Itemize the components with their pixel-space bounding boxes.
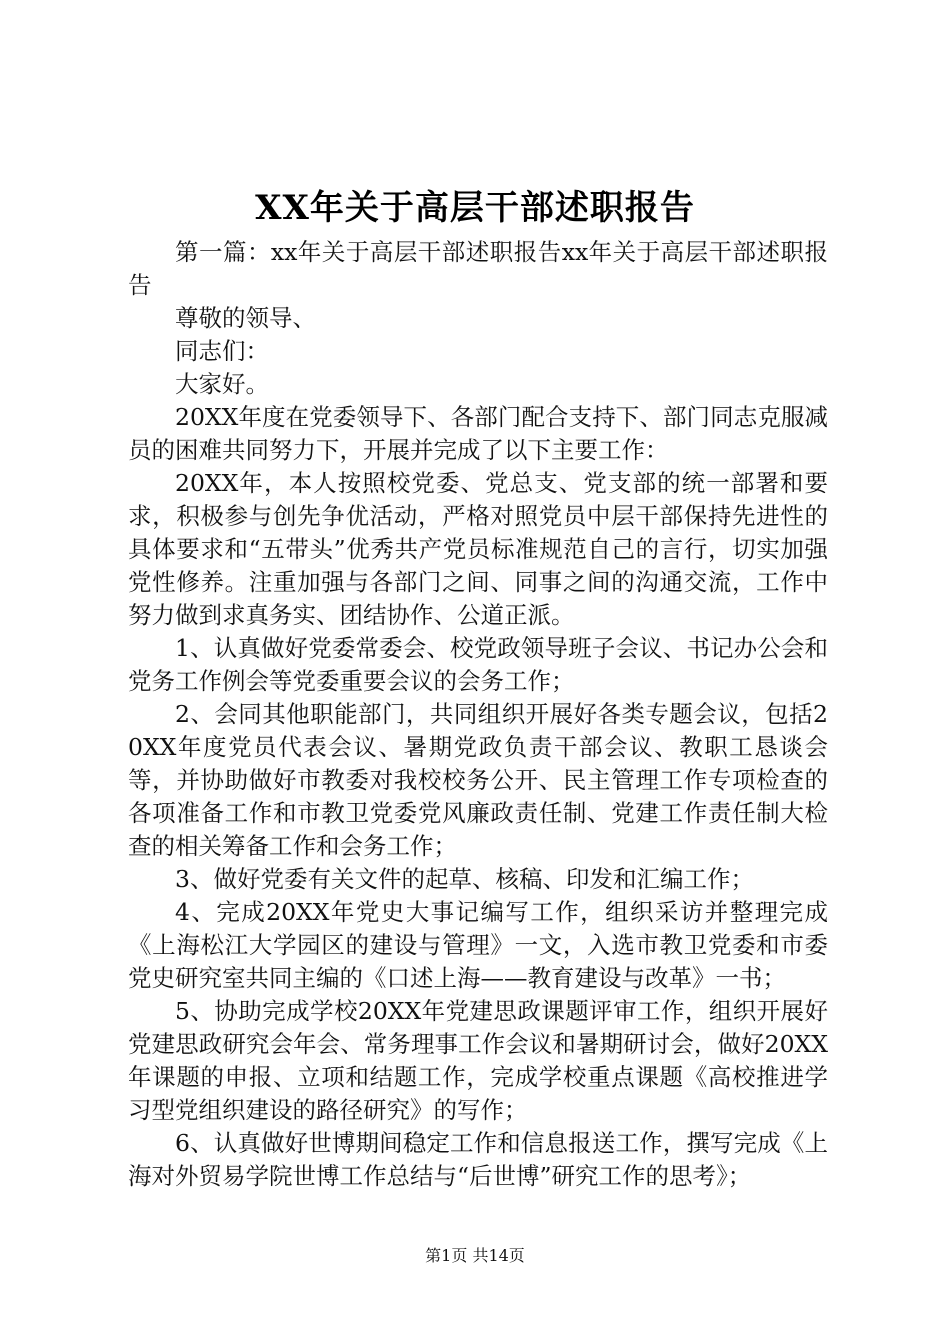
paragraph-item-6: 6、认真做好世博期间稳定工作和信息报送工作，撰写完成《上海对外贸易学院世博工作总结与“后世博”研究工作的思考》；	[128, 1129, 828, 1190]
paragraph-item-3: 3、做好党委有关文件的起草、核稿、印发和汇编工作；	[175, 865, 754, 893]
paragraph-overview: 20XX年，本人按照校党委、党总支、党支部的统一部署和要求，积极参与创先争优活动，严格对照党员中层干部保持先进性的具体要求和“五带头”优秀共产党员标准规范自己的言行，切实加强党性修养。注重加强与各部门之间、同事之间的沟通交流，工作中努力做到求真务实、团结协作、公道正派。	[128, 469, 828, 629]
paragraph-item-1: 1、认真做好党委常委会、校党政领导班子会议、书记办公会和党务工作例会等党委重要会议的会务工作；	[128, 634, 828, 695]
paragraph-greeting-hello: 大家好。	[175, 370, 269, 398]
paragraph-greeting-comrades: 同志们：	[175, 337, 269, 365]
document-body	[128, 236, 828, 1193]
paragraph-item-2: 2、会同其他职能部门，共同组织开展好各类专题会议，包括20XX年度党员代表会议、暑期党政负责干部会议、教职工恳谈会等，并协助做好市教委对我校校务公开、民主管理工作专项检查的各项准备工作和市教卫党委党风廉政责任制、党建工作责任制大检查的相关筹备工作和会务工作；	[128, 700, 828, 860]
paragraph-summary: 20XX年度在党委领导下、各部门配合支持下、部门同志克服减员的困难共同努力下，开展并完成了以下主要工作：	[128, 403, 828, 464]
paragraph-greeting-leaders: 尊敬的领导、	[175, 304, 316, 332]
paragraph-item-5: 5、协助完成学校20XX年党建思政课题评审工作，组织开展好党建思政研究会年会、常务理事工作会议和暑期研讨会，做好20XX年课题的申报、立项和结题工作，完成学校重点课题《高校推进学习型党组织建设的路径研究》的写作；	[128, 997, 828, 1124]
paragraph-item-4: 4、完成20XX年党史大事记编写工作，组织采访并整理完成《上海松江大学园区的建设与管理》一文，入选市教卫党委和市委党史研究室共同主编的《口述上海——教育建设与改革》一书；	[128, 898, 828, 992]
page-number-footer: 第1页 共14页	[425, 1246, 525, 1265]
document-title: XX年关于高层干部述职报告	[255, 188, 695, 228]
paragraph-heading-intro: 第一篇：xx年关于高层干部述职报告xx年关于高层干部述职报告	[128, 238, 828, 299]
